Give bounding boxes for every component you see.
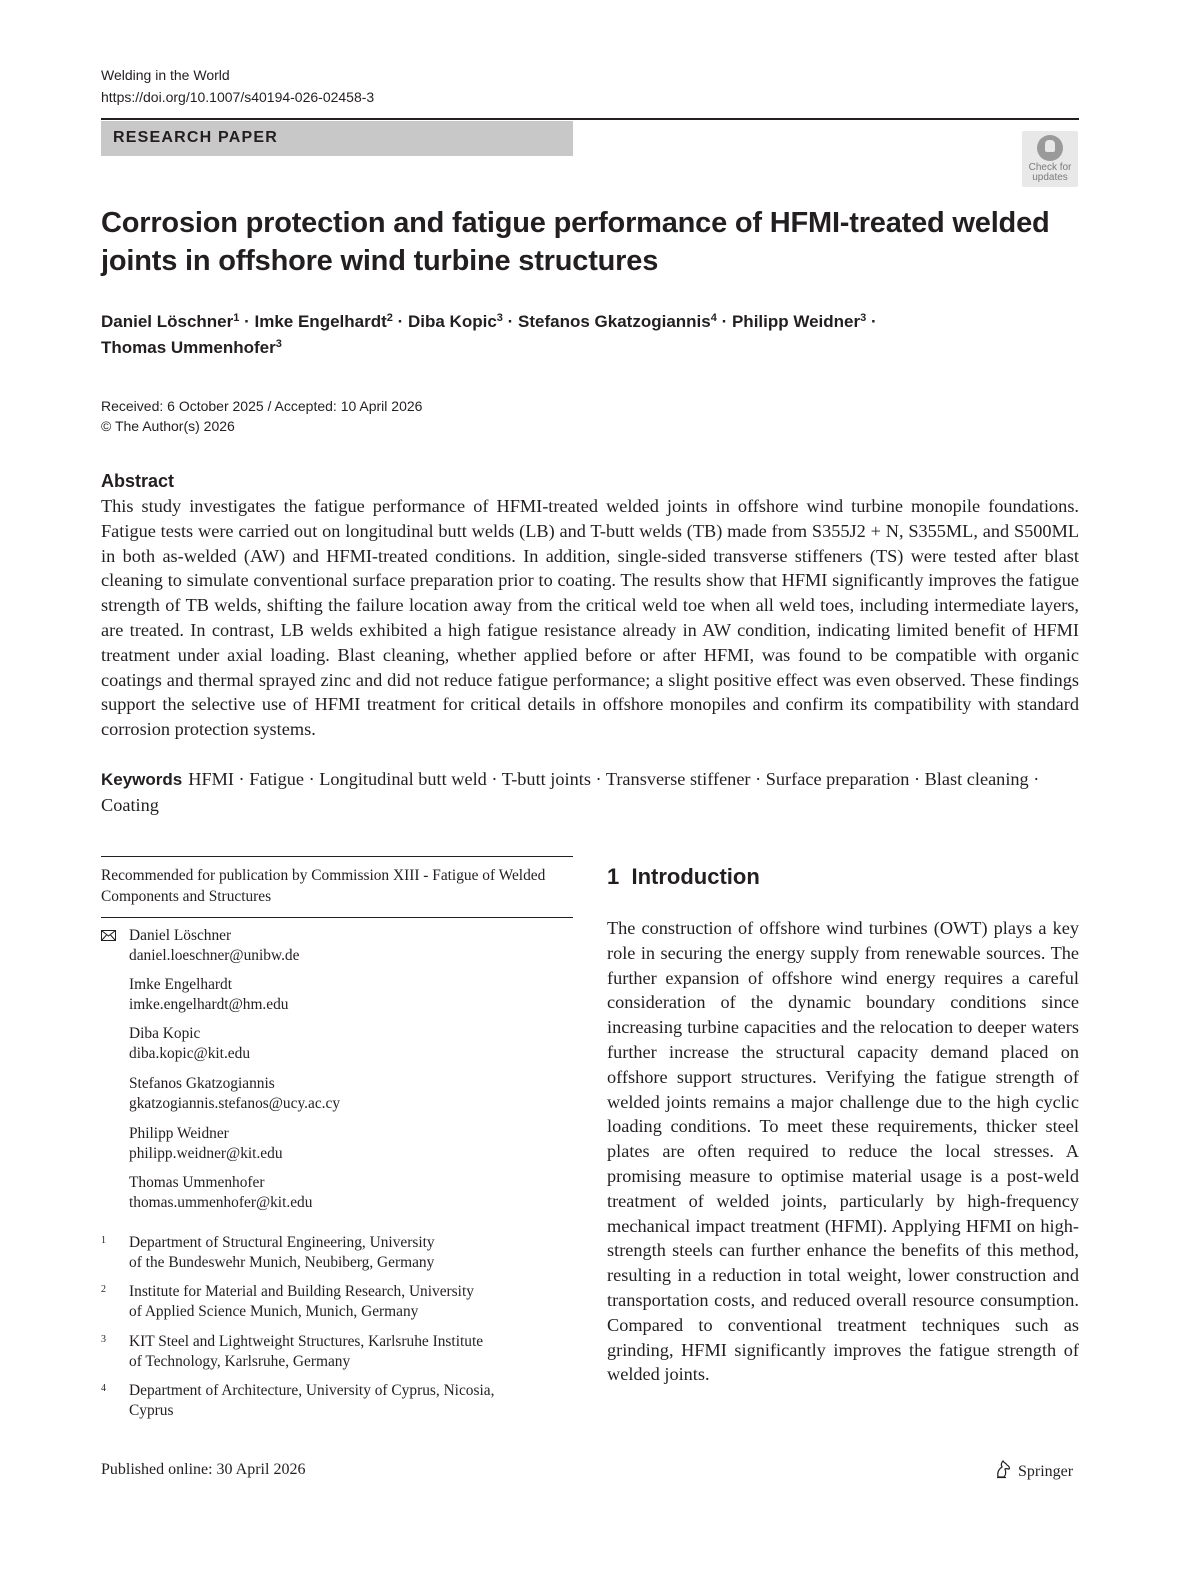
abstract-heading: Abstract [101, 471, 175, 491]
keywords [101, 767, 1079, 818]
received-accepted: Received: 6 October 2025 / Accepted: 10 April 2026 [101, 398, 423, 414]
contact-entry [129, 1173, 312, 1213]
author-name[interactable]: Daniel Löschner [101, 312, 234, 331]
publisher-logo[interactable] [994, 1459, 1073, 1483]
author-list: Daniel Löschner$^1$ · Imke Engelhardt$^2$ · Diba Kopic$^3$ · Stefanos Gkatzogiannis$^4$ · Philipp Weidner$^3$ · Thomas Ummenhofer$^3$ [101, 312, 877, 357]
affiliation-number: 4 [101, 1383, 106, 1394]
contact-name: Stefanos Gkatzogiannis [129, 1075, 275, 1092]
doi-link[interactable]: https://doi.org/10.1007/s40194-026-02458-3 [101, 89, 375, 105]
copyright: © The Author(s) 2026 [101, 418, 235, 434]
contact-name: Diba Kopic [129, 1025, 201, 1042]
paper-title [101, 204, 1061, 280]
article-type-badge: RESEARCH PAPER [101, 121, 573, 156]
affiliation-line: of Applied Science Munich, Munich, Germany [129, 1303, 419, 1320]
author-name[interactable]: Imke Engelhardt [254, 312, 387, 331]
contact-entry [129, 1074, 340, 1114]
crossmark-label: Check for updates [1028, 162, 1072, 183]
journal-name: Welding in the World [101, 67, 230, 83]
title-line-1: Corrosion protection and fatigue performance of HFMI-treated welded [101, 207, 1050, 239]
section-title: Introduction [631, 864, 760, 889]
keywords-text: HFMI · Fatigue · Longitudinal butt weld · T-butt joints · Transverse stiffener · Surface preparation · Blast cleaning · Coating [101, 769, 1040, 815]
springer-horse-icon [994, 1459, 1012, 1479]
affiliation-line: of the Bundeswehr Munich, Neubiberg, Germany [129, 1254, 435, 1271]
affiliation-line: Cyprus [129, 1402, 174, 1419]
published-date: Published online: 30 April 2026 [101, 1461, 306, 1478]
author-name[interactable]: Philipp Weidner [731, 312, 861, 331]
envelope-icon [101, 930, 116, 941]
header-rule [101, 118, 1079, 120]
author-affiliation-number: 4 [710, 312, 717, 324]
contact-email[interactable]: daniel.loeschner@unibw.de [129, 947, 300, 964]
contact-email[interactable]: diba.kopic@kit.edu [129, 1045, 251, 1062]
contact-email[interactable]: gkatzogiannis.stefanos@ucy.ac.cy [129, 1095, 341, 1112]
contact-name: Philipp Weidner [129, 1125, 229, 1142]
introduction-text: The construction of offshore wind turbines (OWT) plays a key role in securing the energy supply from renewable sources. The further expansion of offshore wind energy requires a careful consideration of the dynamic boundary conditions since increasing turbine capacities and the relocation to deeper waters further increase the structural capacity demand placed on offshore support structures. Verifying the fatigue strength of welded joints remains a major challenge due to the high cyclic loading conditions. To meet these requirements, thicker steel plates are often required to reduce the local stresses. A promising measure to optimise material usage is a post-weld treatment of welded joints, particularly by high-frequency mechanical impact treatment (HFMI). Applying HFMI on high-strength steels can further enhance the benefits of this method, resulting in a reduction in total weight, lower construction and transportation costs, and reduced overall resource consumption. Compared to conventional treatment techniques such as grinding, HFMI significantly improves the fatigue strength of welded joints. [607, 918, 1079, 1385]
author-affiliation-number: 3 [860, 312, 867, 324]
contact-email[interactable]: imke.engelhardt@hm.edu [129, 996, 289, 1013]
author-affiliation-number: 2 [386, 312, 393, 324]
affiliation-line: Institute for Material and Building Research, University [129, 1283, 474, 1300]
contact-entry [129, 975, 288, 1015]
keywords-heading: Keywords [101, 770, 183, 789]
title-line-2: joints in offshore wind turbine structures [101, 245, 659, 277]
section-number: 1 [607, 864, 620, 889]
author-info-column [101, 856, 573, 1419]
contact-name: Daniel Löschner [129, 927, 232, 944]
divider [101, 917, 573, 918]
author-name[interactable]: Thomas Ummenhofer [101, 338, 276, 357]
contact-email[interactable]: philipp.weidner@kit.edu [129, 1145, 283, 1162]
author-affiliation-number: 3 [496, 312, 503, 324]
journal-header [101, 64, 374, 108]
contact-entry [129, 1024, 250, 1064]
section-heading-introduction [607, 862, 760, 892]
contact-name: Imke Engelhardt [129, 976, 232, 993]
contact-email[interactable]: thomas.ummenhofer@kit.edu [129, 1194, 313, 1211]
author-name[interactable]: Stefanos Gkatzogiannis [518, 312, 711, 331]
contact-entry [129, 926, 299, 966]
affiliation-line: Department of Architecture, University of Cyprus, Nicosia, [129, 1382, 495, 1399]
author-affiliation-number: 3 [275, 338, 282, 350]
contact-entry [129, 1124, 283, 1164]
affiliation-line: KIT Steel and Lightweight Structures, Karlsruhe Institute [129, 1333, 484, 1350]
crossmark-button[interactable] [1022, 131, 1078, 187]
affiliation-line: Department of Structural Engineering, University [129, 1234, 435, 1251]
contact-name: Thomas Ummenhofer [129, 1174, 265, 1191]
publisher-name: Springer [1018, 1463, 1074, 1480]
affiliation-number: 3 [101, 1334, 106, 1345]
abstract-text: This study investigates the fatigue performance of HFMI-treated welded joints in offshore wind turbine monopile foundations. Fatigue tests were carried out on longitudinal butt welds (LB) and T-butt welds (TB) made from S355J2 + N, S355ML, and S500ML in both as-welded (AW) and HFMI-treated conditions. In addition, single-sided transverse stiffeners (TS) were tested after blast cleaning to simulate conventional surface preparation prior to coating. The results show that HFMI significantly improves the fatigue strength of TB welds, shifting the failure location away from the critical weld toe when all weld toes, including intermediate layers, are treated. In contrast, LB welds exhibited a high fatigue resistance already in AW condition, indicating limited benefit of HFMI treatment under axial loading. Blast cleaning, whether applied before or after HFMI, was found to be compatible with organic coatings and thermal sprayed zinc and did not reduce fatigue performance; a slight positive effect was even observed. These findings support the selective use of HFMI treatment for critical details in offshore monopiles and confirm its compatibility with standard corrosion protection systems. [101, 496, 1079, 740]
affiliation-line: of Technology, Karlsruhe, Germany [129, 1353, 351, 1370]
author-affiliation-number: 1 [233, 312, 240, 324]
affiliation-number: 1 [101, 1235, 106, 1246]
author-name[interactable]: Diba Kopic [408, 312, 497, 331]
recommendation-note: Recommended for publication by Commission XIII - Fatigue of Welded Components and Structures [101, 867, 546, 905]
affiliation-number: 2 [101, 1284, 106, 1295]
crossmark-icon [1037, 135, 1063, 161]
article-dates [101, 396, 422, 436]
